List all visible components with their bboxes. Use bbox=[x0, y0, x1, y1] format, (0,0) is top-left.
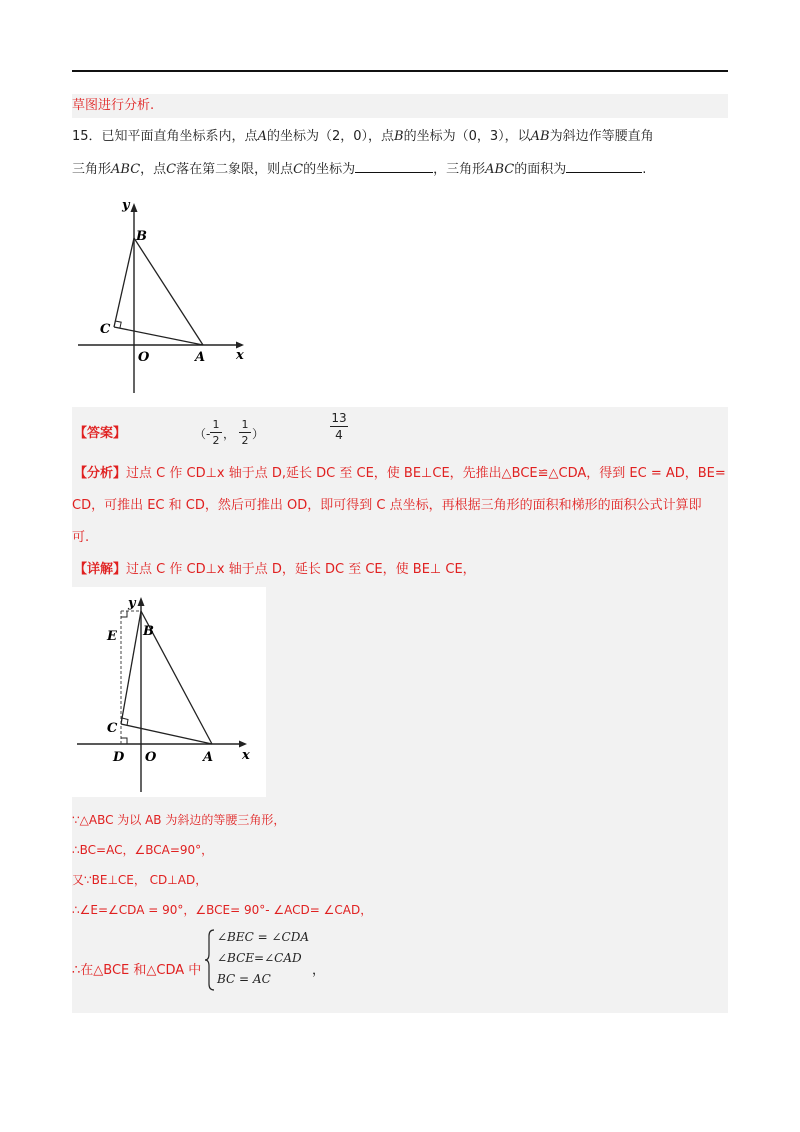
point-b: B bbox=[394, 129, 404, 144]
question-line-2: 三角形ABC，点C落在第二象限，则点C的坐标为 ，三角形ABC的面积为 . bbox=[72, 162, 647, 177]
proof-line-1: ∵△ABC 为以 AB 为斜边的等腰三角形， bbox=[72, 813, 286, 827]
proof-line-4: ∴∠E=∠CDA = 90°，∠BCE= 90°- ∠ACD= ∠CAD， bbox=[72, 903, 373, 917]
detail-line-1: 【详解】过点 C 作 CD⊥x 轴于点 D，延长 DC 至 CE，使 BE⊥ CE， bbox=[74, 562, 476, 577]
analysis-line-3: 可. bbox=[72, 530, 90, 545]
question-line-1: 15．已知平面直角坐标系内，点A的坐标为（2，0），点B的坐标为（0，3），以AB为斜边作等腰直角 bbox=[72, 129, 654, 144]
fig1-label-x: x bbox=[236, 348, 244, 363]
equation-1: ∠BEC = ∠CDA bbox=[217, 930, 310, 944]
proof-line-5: ∴在△BCE 和△CDA 中 bbox=[72, 963, 202, 978]
fig2-label-a: A bbox=[203, 750, 214, 765]
equation-3: BC = AC bbox=[217, 972, 271, 986]
fig2-label-e: E bbox=[107, 629, 117, 644]
analysis-line-1: 【分析】过点 C 作 CD⊥x 轴于点 D,延长 DC 至 CE，使 BE⊥CE，先推出△BCE≌△CDA，得到 EC = AD，BE= bbox=[74, 466, 726, 481]
fig1-side-bc bbox=[114, 238, 134, 327]
answer-coord-sep: ， bbox=[223, 427, 236, 441]
answer-area: 13 4 bbox=[331, 411, 347, 442]
segment-ab: AB bbox=[530, 129, 550, 144]
header-rule bbox=[72, 70, 728, 72]
intro-shade bbox=[72, 94, 728, 118]
proof-line-2: ∴BC=AC，∠BCA=90°， bbox=[72, 843, 214, 857]
equation-2: ∠BCE=∠CAD bbox=[217, 951, 302, 965]
fig2-label-c: C bbox=[107, 721, 118, 736]
system-brace bbox=[204, 929, 216, 991]
fig1-label-a: A bbox=[195, 350, 206, 365]
answer-tag: 【答案】 bbox=[74, 426, 127, 441]
triangle-abc: ABC bbox=[111, 162, 141, 177]
analysis-line-2: CD，可推出 EC 和 CD，然后可推出 OD，即可得到 C 点坐标，再根据三角形的面积和梯形的面积公式计算即 bbox=[72, 498, 702, 513]
proof-line-3: 又∵BE⊥CE， CD⊥AD， bbox=[72, 873, 208, 887]
fig1-side-ab bbox=[134, 238, 203, 345]
fig1-label-c: C bbox=[100, 322, 111, 337]
triangle-abc-2: ABC bbox=[485, 162, 515, 177]
fig2-label-x: x bbox=[242, 748, 250, 763]
fig1-label-b: B bbox=[136, 229, 147, 244]
answer-coord-close: ） bbox=[252, 427, 265, 441]
fig1-side-ca bbox=[114, 327, 203, 345]
answer-blank-2[interactable] bbox=[566, 160, 642, 173]
fig2-label-b: B bbox=[143, 624, 154, 639]
answer-coord-open: （- bbox=[194, 427, 211, 441]
intro-line: 草图进行分析. bbox=[72, 98, 155, 113]
system-trailing-comma: ， bbox=[312, 963, 326, 978]
fig2-label-d: D bbox=[113, 750, 125, 765]
answer-coord-y: 1 2 bbox=[239, 418, 251, 447]
point-a: A bbox=[257, 129, 267, 144]
equation-system bbox=[217, 927, 309, 990]
fig1-y-arrow bbox=[131, 203, 138, 212]
fig1-label-o: O bbox=[138, 350, 150, 365]
fig1-label-y: y bbox=[122, 198, 130, 213]
point-c: C bbox=[166, 162, 177, 177]
fig2-label-o: O bbox=[145, 750, 157, 765]
fig2-label-y: y bbox=[128, 596, 136, 611]
answer-coord-x: 1 2 bbox=[210, 418, 222, 447]
point-c-2: C bbox=[293, 162, 304, 177]
figure-1-diagram bbox=[72, 195, 262, 395]
figure-2-diagram bbox=[72, 587, 266, 797]
fig2-background bbox=[72, 587, 266, 797]
answer-blank-1[interactable] bbox=[355, 160, 433, 173]
question-number: 15． bbox=[72, 129, 102, 144]
